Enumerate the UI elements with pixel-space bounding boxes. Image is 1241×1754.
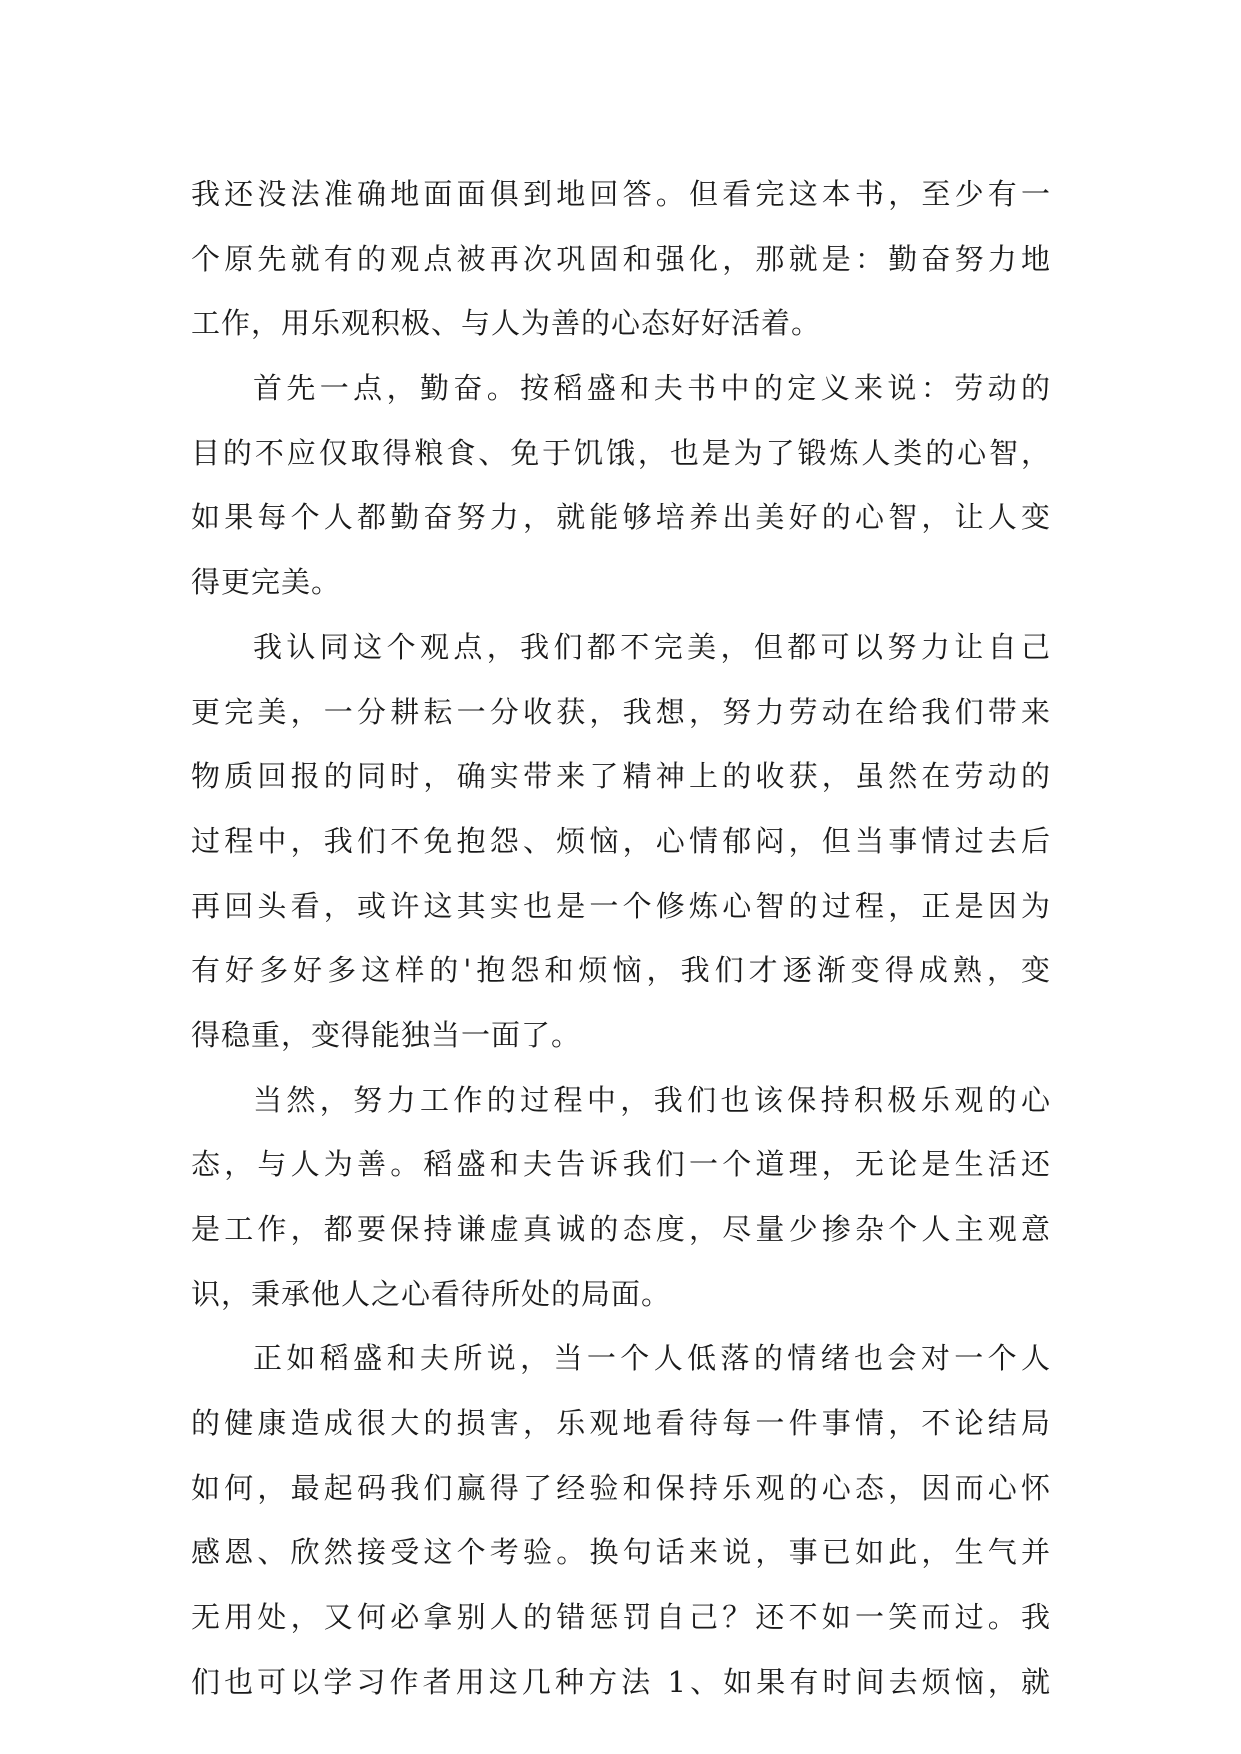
text-line: 正如稻盛和夫所说，当一个人低落的情绪也会对一个人 xyxy=(253,1341,1051,1376)
text-line: 是工作，都要保持谦虚真诚的态度，尽量少掺杂个人主观意 xyxy=(191,1212,1051,1246)
text-line: 如果每个人都勤奋努力，就能够培养出美好的心智，让人变 xyxy=(191,500,1051,535)
text-line: 当然，努力工作的过程中，我们也该保持积极乐观的心 xyxy=(253,1082,1051,1117)
text-line: 如何，最起码我们赢得了经验和保持乐观的心态，因而心怀 xyxy=(191,1470,1051,1505)
text-line: 过程中，我们不免抱怨、烦恼，心情郁闷，但当事情过去后 xyxy=(191,823,1051,858)
text-line: 态，与人为善。稻盛和夫告诉我们一个道理，无论是生活还 xyxy=(191,1147,1051,1182)
paragraph xyxy=(191,1326,1051,1714)
text-line: 有好多好多这样的'抱怨和烦恼，我们才逐渐变得成熟，变 xyxy=(191,953,1051,988)
paragraph xyxy=(191,356,1051,615)
text-line: 感恩、欣然接受这个考验。换句话来说，事已如此，生气并 xyxy=(191,1535,1051,1570)
text-line: 个原先就有的观点被再次巩固和强化，那就是：勤奋努力地 xyxy=(191,241,1051,276)
text-line: 再回头看，或许这其实也是一个修炼心智的过程，正是因为 xyxy=(191,888,1051,923)
paragraph xyxy=(191,162,1051,356)
text-line: 首先一点，勤奋。按稻盛和夫书中的定义来说：劳动的 xyxy=(253,371,1051,406)
document-body xyxy=(191,162,1051,1715)
text-line: 无用处，又何必拿别人的错惩罚自己？还不如一笑而过。我 xyxy=(191,1600,1051,1635)
text-line: 得稳重，变得能独当一面了。 xyxy=(191,1017,582,1052)
text-line: 们也可以学习作者用这几种方法 1、如果有时间去烦恼，就 xyxy=(191,1664,1051,1699)
text-line: 我认同这个观点，我们都不完美，但都可以努力让自己 xyxy=(253,629,1051,664)
text-line: 的健康造成很大的损害，乐观地看待每一件事情，不论结局 xyxy=(191,1406,1051,1441)
text-line: 目的不应仅取得粮食、免于饥饿，也是为了锻炼人类的心智， xyxy=(191,435,1051,470)
text-line: 识，秉承他人之心看待所处的局面。 xyxy=(191,1276,672,1311)
text-line: 物质回报的同时，确实带来了精神上的收获，虽然在劳动的 xyxy=(191,759,1051,794)
paragraph xyxy=(191,1068,1051,1327)
paragraph xyxy=(191,615,1051,1068)
text-line: 得更完美。 xyxy=(191,565,342,600)
text-line: 我还没法准确地面面俱到地回答。但看完这本书，至少有一 xyxy=(191,177,1051,211)
text-line: 工作，用乐观积极、与人为善的心态好好活着。 xyxy=(191,306,822,341)
text-line: 更完美，一分耕耘一分收获，我想，努力劳动在给我们带来 xyxy=(191,694,1051,729)
